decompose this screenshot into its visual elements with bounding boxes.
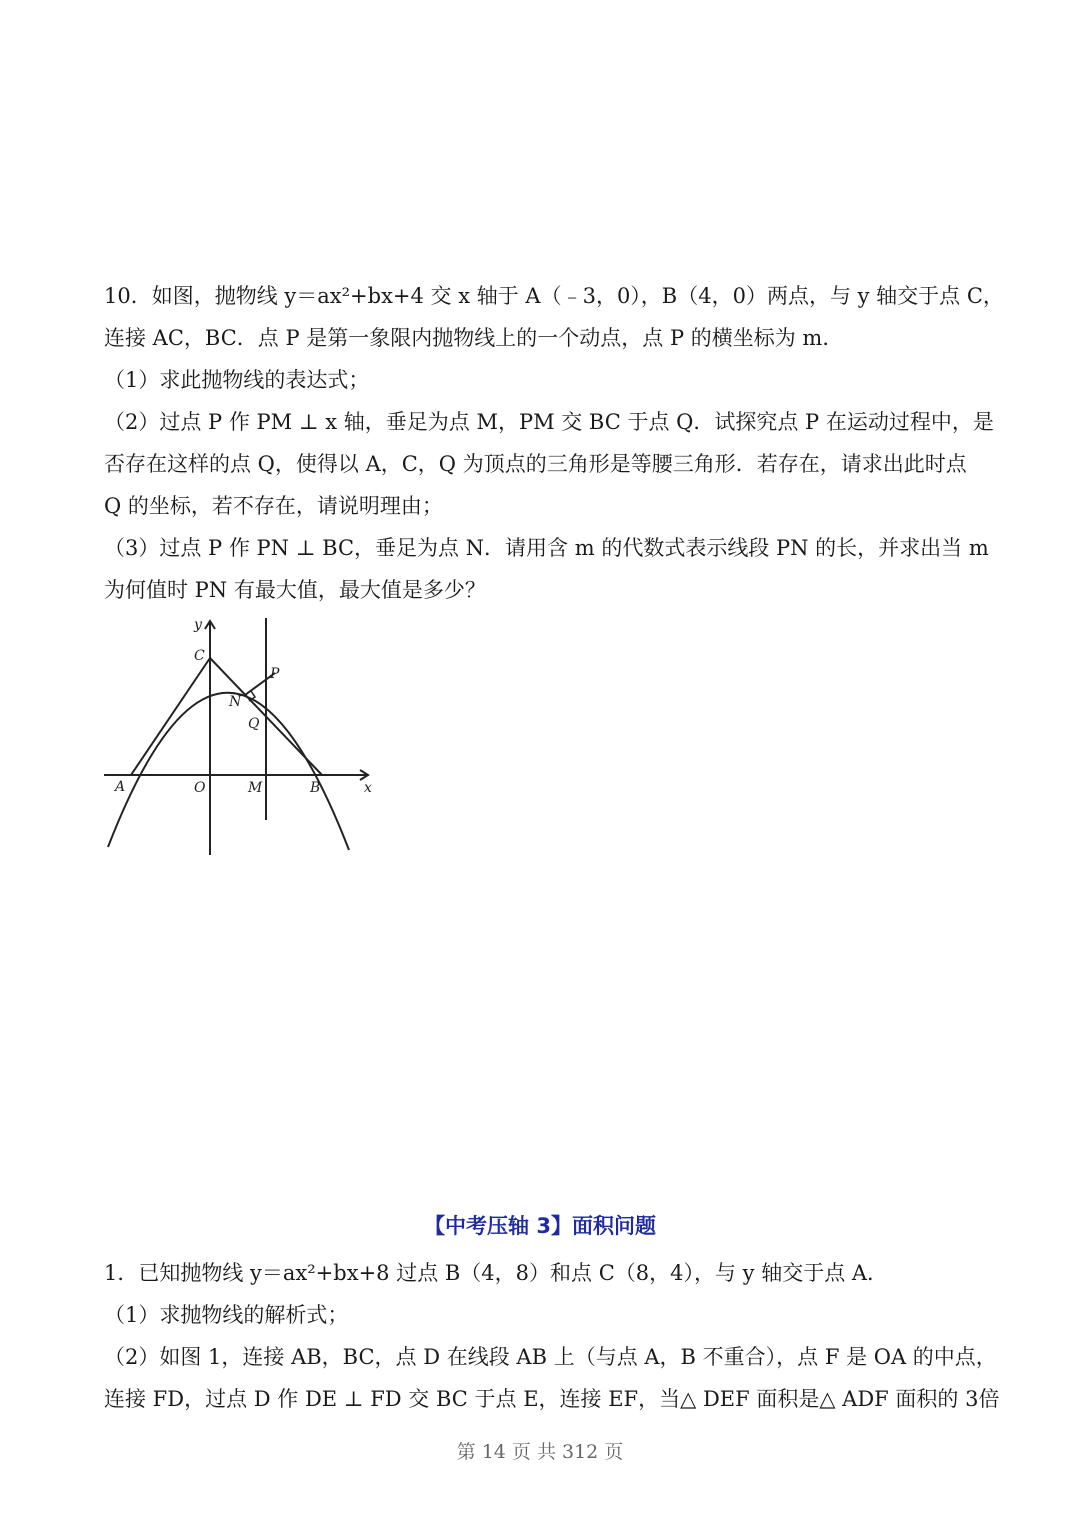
problem-10-part-1: （1）求此抛物线的表达式； (104, 368, 370, 392)
problem-10-line-2: 连接 AC，BC．点 P 是第一象限内抛物线上的一个动点，点 P 的横坐标为 m． (104, 326, 844, 350)
label-b: B (310, 780, 321, 796)
problem-10-part-2-line-3: Q 的坐标，若不存在，请说明理由； (104, 494, 443, 518)
problem-1 (104, 1252, 1000, 1420)
label-a: A (115, 779, 126, 795)
label-n: N (229, 694, 242, 710)
problem-10-part-2-line-2: 否存在这样的点 Q，使得以 A，C，Q 为顶点的三角形是等腰三角形．若存在，请求出此时点 (104, 452, 967, 476)
label-m: M (248, 780, 263, 796)
problem-10 (104, 275, 1004, 611)
label-x: x (364, 780, 372, 796)
label-q: Q (248, 716, 260, 732)
section-heading: 【中考压轴 3】面积问题 (424, 1214, 656, 1238)
parabola-figure (100, 615, 390, 865)
problem-1-part-2-line-1: （2）如图 1，连接 AB，BC，点 D 在线段 AB 上（与点 A，B 不重合），点 F 是 OA 的中点， (104, 1345, 997, 1369)
problem-10-line-1: 10．如图，抛物线 y＝ax²+bx+4 交 x 轴于 A（﹣3，0），B（4，0）两点，与 y 轴交于点 C， (104, 284, 1004, 308)
label-p: P (270, 666, 280, 682)
problem-1-part-2-line-2: 连接 FD，过点 D 作 DE ⊥ FD 交 BC 于点 E，连接 EF，当△ DEF 面积是△ ADF 面积的 3倍 (104, 1387, 1000, 1411)
problem-10-part-3-line-1: （3）过点 P 作 PN ⊥ BC，垂足为点 N．请用含 m 的代数式表示线段 PN 的长，并求出当 m (104, 536, 989, 560)
segment-ac (131, 658, 210, 775)
label-y: y (194, 617, 202, 633)
page-footer: 第 14 页 共 312 页 (456, 1441, 624, 1463)
problem-1-part-1: （1）求抛物线的解析式； (104, 1303, 349, 1327)
problem-10-part-3-line-2: 为何值时 PN 有最大值，最大值是多少？ (104, 578, 486, 602)
parabola-curve (108, 693, 349, 850)
label-c: C (194, 648, 205, 664)
problem-1-line-1: 1．已知抛物线 y＝ax²+bx+8 过点 B（4，8）和点 C（8，4），与 y 轴交于点 A． (104, 1261, 889, 1285)
label-o: O (194, 780, 206, 796)
problem-10-part-2-line-1: （2）过点 P 作 PM ⊥ x 轴，垂足为点 M，PM 交 BC 于点 Q．试探究点 P 在运动过程中，是 (104, 410, 994, 434)
